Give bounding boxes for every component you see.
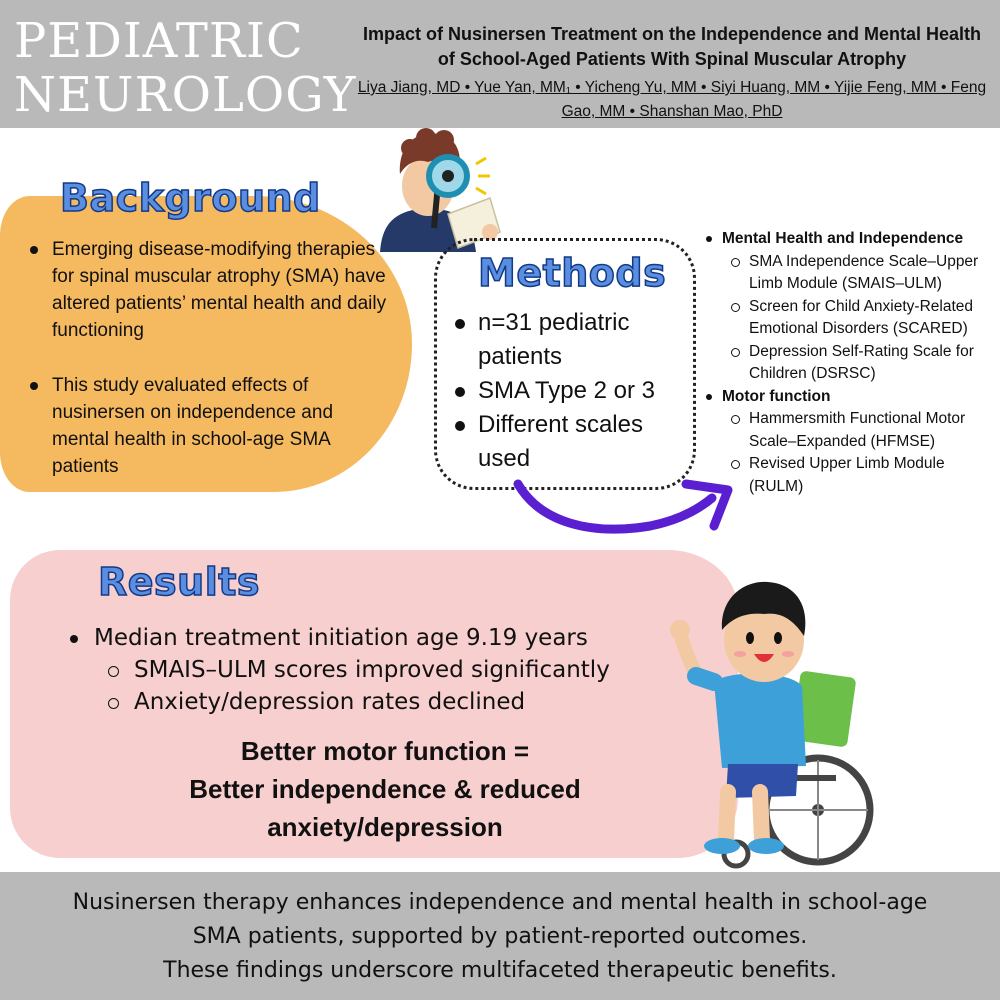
scale-item: Hammersmith Functional Motor Scale–Expanded (HFMSE) [700,408,996,453]
results-conclusion [120,732,650,846]
conclusion-line: Better independence & reduced [189,774,581,804]
conclusion-line: anxiety/depression [267,812,503,842]
scale-category-motor-function: Motor function [700,386,996,409]
header-band [0,0,1000,128]
summary-line: These findings underscore multifaceted therapeutic benefits. [163,958,837,983]
methods-bullet: Different scales used [448,408,688,476]
summary-line: Nusinersen therapy enhances independence and mental health in school-age [72,890,928,915]
journal-name-line2: NEUROLOGY [14,67,357,123]
scale-item: SMA Independence Scale–Upper Limb Module (SMAIS–ULM) [700,251,996,296]
journal-name-line1: PEDIATRIC [14,13,304,69]
methods-list [448,306,688,476]
results-list [62,622,702,718]
results-sub-bullet: Anxiety/depression rates declined [62,686,702,718]
results-sub-bullet: SMAIS–ULM scores improved significantly [62,654,702,686]
summary-line: SMA patients, supported by patient-reported outcomes. [192,924,808,949]
methods-bullet: SMA Type 2 or 3 [448,374,688,408]
footer-summary [0,872,1000,1000]
scale-category-mental-health: Mental Health and Independence [700,228,996,251]
methods-heading: Methods [478,251,667,295]
boy-in-wheelchair-illustration [668,578,888,870]
background-list [22,236,392,508]
scales-list [700,228,996,498]
methods-bullet: n=31 pediatric patients [448,306,688,374]
background-heading: Background [60,176,321,220]
results-bullet: Median treatment initiation age 9.19 years [62,622,702,654]
journal-logo [14,14,356,122]
researcher-magnifier-illustration [372,124,512,252]
conclusion-line: Better motor function = [240,736,530,766]
scale-item: Revised Upper Limb Module (RULM) [700,453,996,498]
article-title: Impact of Nusinersen Treatment on the Independence and Mental Health of School-Aged Patients With Spinal Muscular Atrophy [362,24,982,69]
scale-item: Depression Self-Rating Scale for Children (DSRSC) [700,341,996,386]
author-list[interactable]: Liya Jiang, MD • Yue Yan, MM₁ • Yicheng Yu, MM • Siyi Huang, MM • Yijie Feng, MM • Feng Gao, MM • Shanshan Mao, PhD [357,79,987,120]
background-bullet: This study evaluated effects of nusinersen on independence and mental health in school-age SMA patients [22,372,392,480]
scale-item: Screen for Child Anxiety-Related Emotional Disorders (SCARED) [700,296,996,341]
results-heading: Results [98,560,261,604]
background-bullet: Emerging disease-modifying therapies for spinal muscular atrophy (SMA) have altered patients’ mental health and daily functioning [22,236,392,344]
